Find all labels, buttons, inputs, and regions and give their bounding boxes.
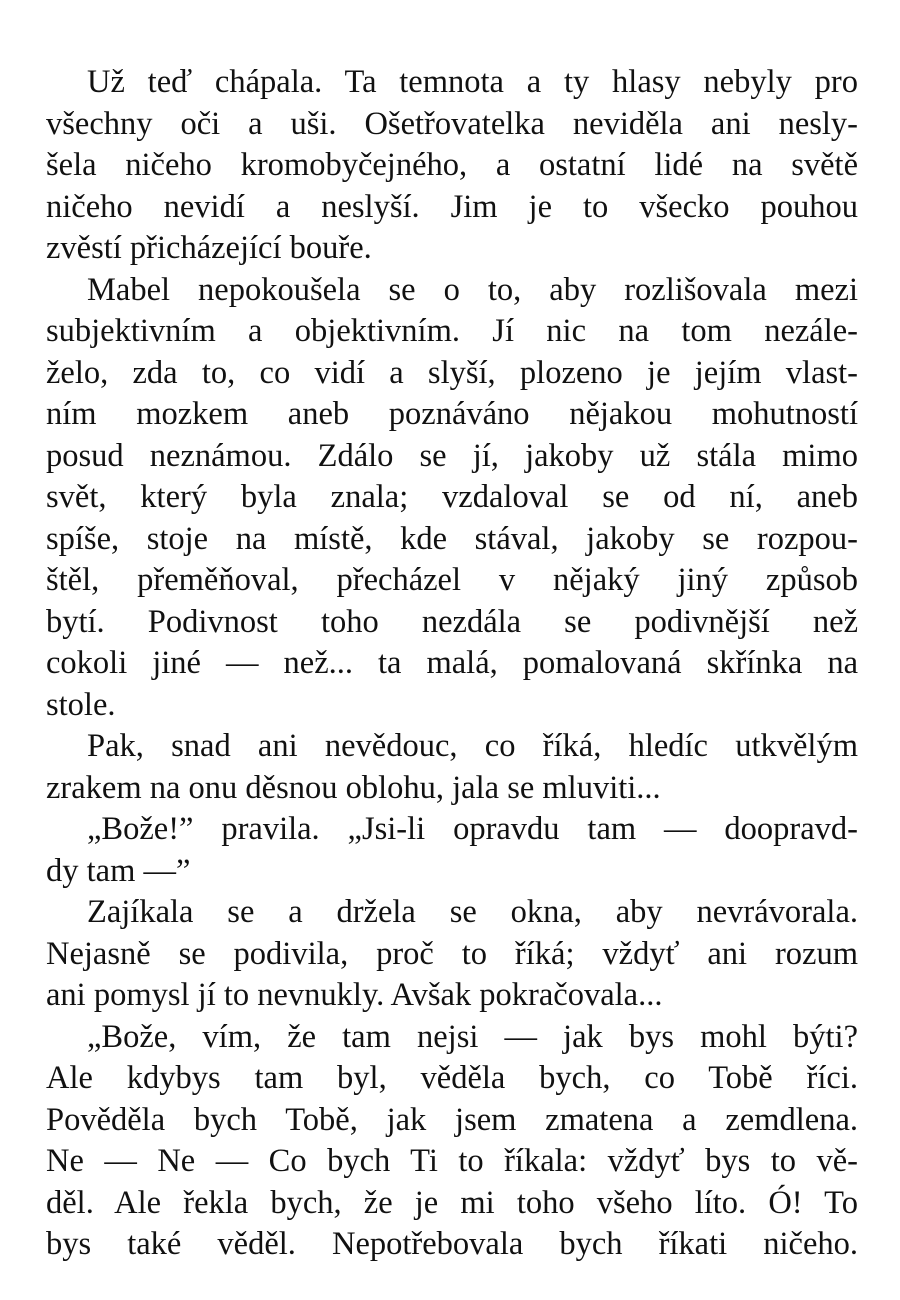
paragraph-2 <box>46 270 858 727</box>
text-line: ničeho nevidí a neslyší. Jim je to všecko pouhou <box>46 188 858 225</box>
paragraph-1 <box>46 62 858 270</box>
text-line: „Bože, vím, že tam nejsi — jak bys mohl býti? <box>87 1018 858 1055</box>
text-line: bys také věděl. Nepotřebovala bych říkati ničeho. <box>46 1226 858 1262</box>
text-line: Ne — Ne — Co bych Ti to říkala: vždyť bys to vě- <box>46 1143 858 1179</box>
text-line: zvěstí přicházející bouře. <box>46 230 372 266</box>
text-line: dy tam —” <box>46 852 191 889</box>
text-line: cokoli jiné — než... ta malá, pomalovaná skřínka na <box>46 645 858 681</box>
text-line: svět, který byla znala; vzdaloval se od ní, aneb <box>46 479 858 515</box>
paragraph-4 <box>46 809 858 892</box>
text-line: subjektivním a objektivním. Jí nic na tom nezále- <box>46 313 858 349</box>
text-line: Už teď chápala. Ta temnota a ty hlasy nebyly pro <box>87 64 858 100</box>
text-line: spíše, stoje na místě, kde stával, jakoby se rozpou- <box>46 520 858 557</box>
text-line: ani pomysl jí to nevnukly. Avšak pokračovala... <box>46 977 663 1013</box>
text-line: stole. <box>46 686 116 723</box>
text-line: bytí. Podivnost toho nezdála se podivnější než <box>46 603 858 640</box>
text-line: děl. Ale řekla bych, že je mi toho všeho líto. Ó! To <box>46 1184 858 1221</box>
paragraph-3 <box>46 726 858 809</box>
text-line: „Bože!” pravila. „Jsi-li opravdu tam — doopravd- <box>87 811 858 847</box>
paragraph-5 <box>46 892 858 1017</box>
text-line: želo, zda to, co vidí a slyší, plozeno je jejím vlast- <box>46 354 858 391</box>
paragraph-6 <box>46 1017 858 1266</box>
text-line: ním mozkem aneb poznáváno nějakou mohutností <box>46 396 858 432</box>
text-line: Mabel nepokoušela se o to, aby rozlišovala mezi <box>87 271 858 308</box>
text-line: štěl, přeměňoval, přecházel v nějaký jiný způsob <box>46 562 858 598</box>
text-line: Ale kdybys tam byl, věděla bych, co Tobě říci. <box>46 1060 858 1096</box>
text-line: šela ničeho kromobyčejného, a ostatní lidé na světě <box>46 147 858 183</box>
text-line: všechny oči a uši. Ošetřovatelka neviděla ani nesly- <box>46 105 858 142</box>
text-line: Zajíkala se a držela se okna, aby nevrávorala. <box>87 894 858 930</box>
text-line: Nejasně se podivila, proč to říká; vždyť ani rozum <box>46 935 858 972</box>
text-line: zrakem na onu děsnou oblohu, jala se mluviti... <box>46 769 661 806</box>
text-line: posud neznámou. Zdálo se jí, jakoby už stála mimo <box>46 437 858 474</box>
text-line: Pověděla bych Tobě, jak jsem zmatena a zemdlena. <box>46 1101 858 1138</box>
text-line: Pak, snad ani nevědouc, co říká, hledíc utkvělým <box>87 728 858 764</box>
